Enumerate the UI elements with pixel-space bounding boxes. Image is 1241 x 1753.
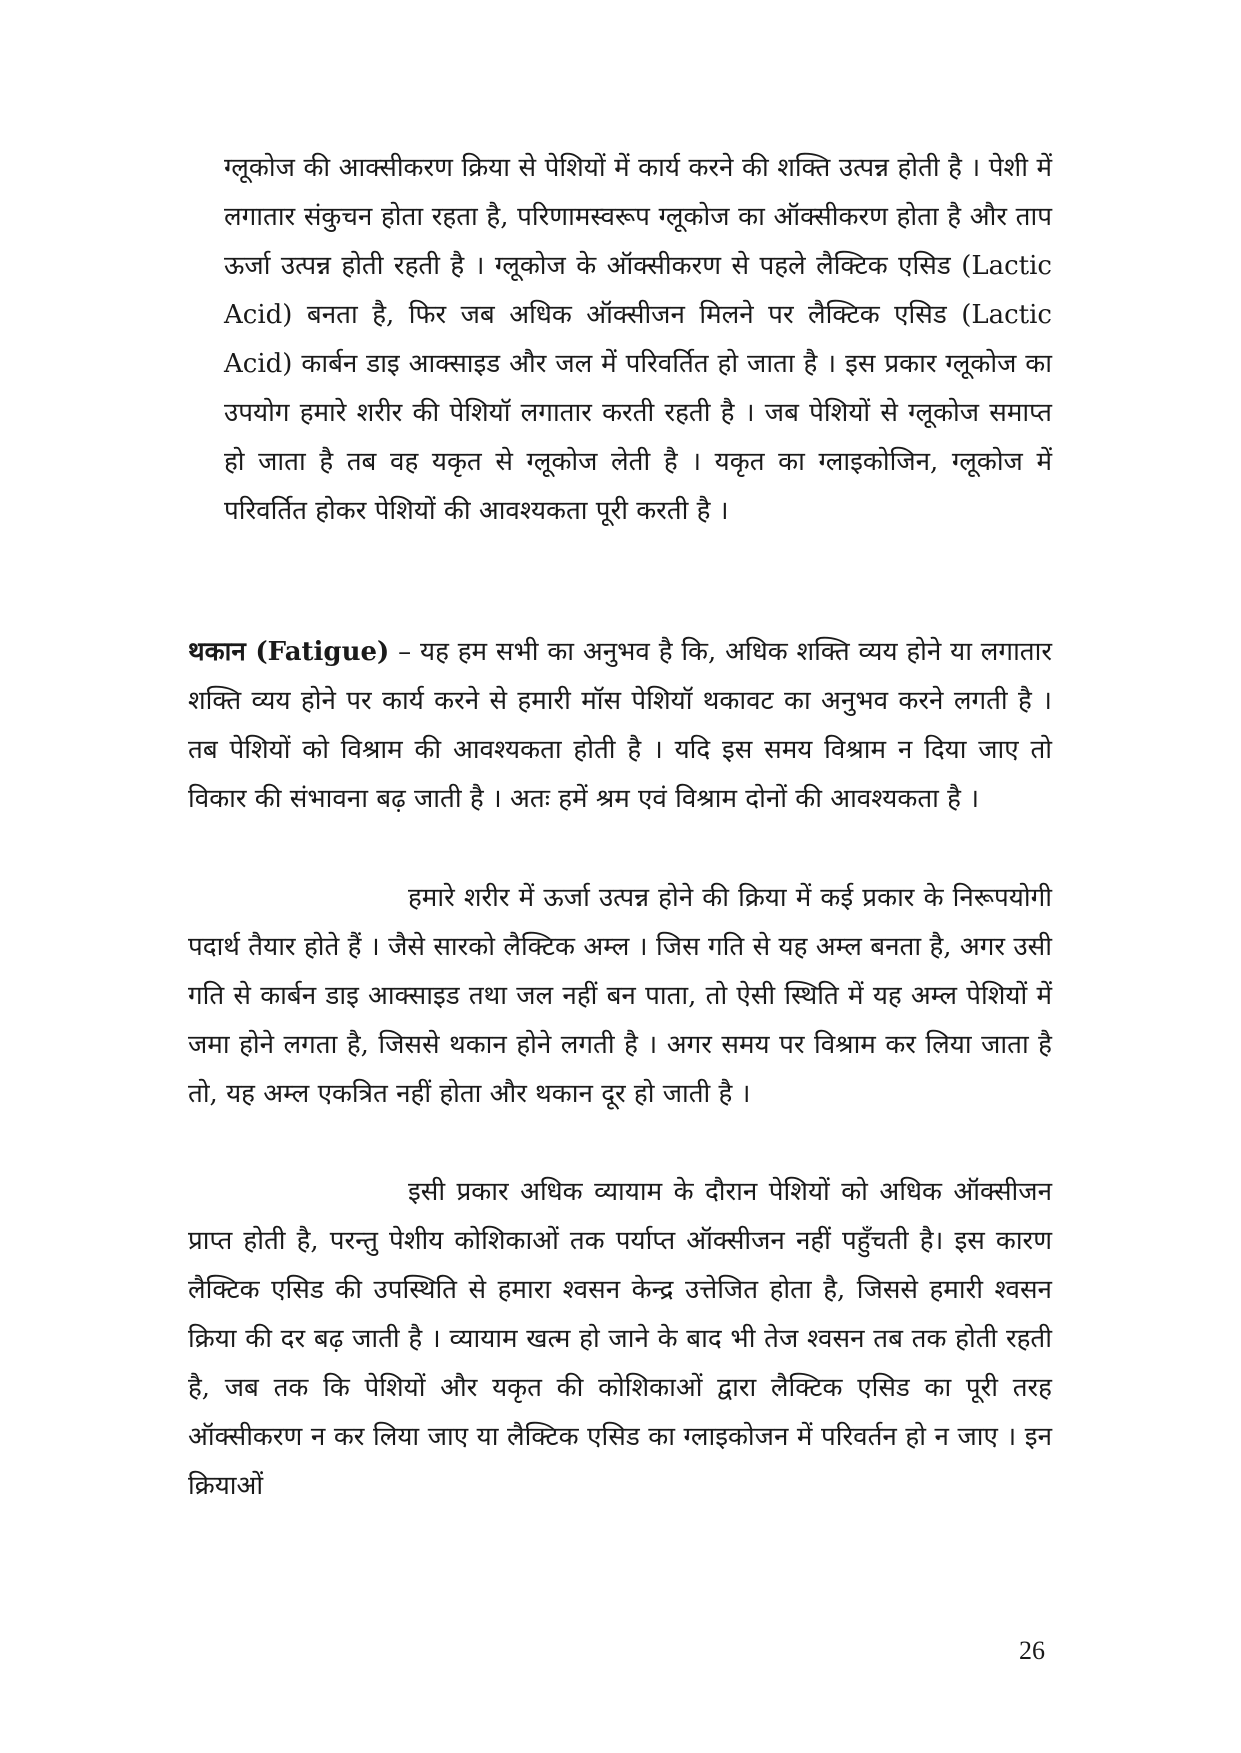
paragraph-glucose-oxidation: ग्लूकोज की आक्सीकरण क्रिया से पेशियों में कार्य करने की शक्ति उत्पन्न होती है । पेशी में लगातार संकुचन होता रहता है, परिणामस्वरूप ग्लूकोज का ऑक्सीकरण होता है और ताप ऊर्जा उत्पन्न होती रहती है । ग्लूकोज के ऑक्सीकरण से पहले लैक्टिक एसिड (Lactic Acid) बनता है, फिर जब अधिक ऑक्सीजन मिलने पर लैक्टिक एसिड (Lactic Acid) कार्बन डाइ आक्साइड और जल में परिवर्तित हो जाता है । इस प्रकार ग्लूकोज का उपयोग हमारे शरीर की पेशियॉ लगातार करती रहती है । जब पेशियों से ग्लूकोज समाप्त हो जाता है तब वह यकृत से ग्लूकोज लेती है । यकृत का ग्लाइकोजिन, ग्लूकोज में परिवर्तित होकर पेशियों की आवश्यकता पूरी करती है । [224, 153, 1052, 526]
fatigue-body: – यह हम सभी का अनुभव है कि, अधिक शक्ति व्यय होने या लगातार शक्ति व्यय होने पर कार्य करने से हमारी मॉस पेशियॉ थकावट का अनुभव करने लगती है । तब पेशियों को विश्राम की आवश्यकता होती है । यदि इस समय विश्राम न दिया जाए तो विकार की संभावना बढ़ जाती है । अतः हमें श्रम एवं विश्राम दोनों की आवश्यकता है । [188, 637, 1052, 814]
paragraph-fatigue [188, 628, 1052, 824]
fatigue-heading: थकान (Fatigue) [188, 637, 390, 667]
paragraph-lactic-acid: हमारे शरीर में ऊर्जा उत्पन्न होने की क्रिया में कई प्रकार के निरूपयोगी पदार्थ तैयार होते हैं । जैसे सारको लैक्टिक अम्ल । जिस गति से यह अम्ल बनता है, अगर उसी गति से कार्बन डाइ आक्साइड तथा जल नहीं बन पाता, तो ऐसी स्थिति में यह अम्ल पेशियों में जमा होने लगता है, जिससे थकान होने लगती है । अगर समय पर विश्राम कर लिया जाता है तो, यह अम्ल एकत्रित नहीं होता और थकान दूर हो जाती है । [188, 883, 1052, 1109]
paragraph-exercise-respiration: इसी प्रकार अधिक व्यायाम के दौरान पेशियों को अधिक ऑक्सीजन प्राप्त होती है, परन्तु पेशीय कोशिकाओं तक पर्याप्त ऑक्सीजन नहीं पहुँचती है। इस कारण लैक्टिक एसिड की उपस्थिति से हमारा श्वसन केन्द्र उत्तेजित होता है, जिससे हमारी श्वसन क्रिया की दर बढ़ जाती है । व्यायाम खत्म हो जाने के बाद भी तेज श्वसन तब तक होती रहती है, जब तक कि पेशियों और यकृत की कोशिकाओं द्वारा लैक्टिक एसिड का पूरी तरह ऑक्सीकरण न कर लिया जाए या लैक्टिक एसिड का ग्लाइकोजन में परिवर्तन हो न जाए । इन क्रियाओं [188, 1177, 1052, 1501]
page-number: 26 [1019, 1636, 1045, 1665]
